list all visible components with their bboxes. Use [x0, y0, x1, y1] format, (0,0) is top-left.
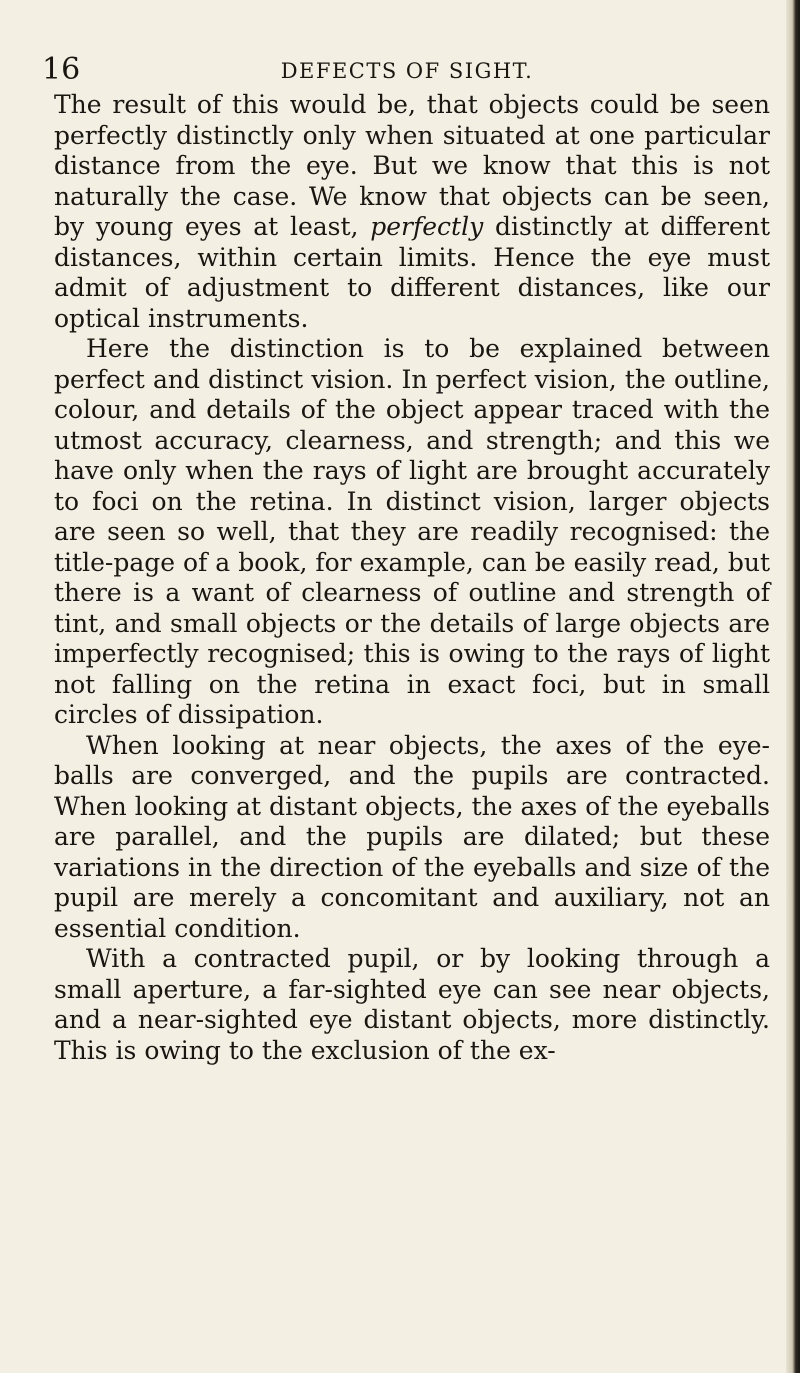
emphasis-perfectly: perfectly [370, 212, 484, 241]
paragraph-1 [54, 90, 770, 334]
running-head [42, 50, 772, 90]
page-number: 16 [42, 52, 81, 87]
paragraph-1-text-a: The result of this would be, that objects could be seen perfectly distinctly only when situated at one particular distance from the eye. But we know that this is not naturally the case. We know that objects can be seen, by young eyes at least, [54, 90, 770, 241]
body-text [54, 90, 770, 1066]
page-edge-shadow [786, 0, 800, 1373]
paragraph-1-text-b: distinctly at different distances, within certain limits. Hence the eye must admit of adjustment to different distances, like our optical instruments. [54, 212, 770, 333]
paragraph-4: With a contracted pupil, or by looking through a small aperture, a far-sighted eye can see near objects, and a near-sighted eye distant objects, more distinctly. This is owing to the exclusion of the ex- [54, 944, 770, 1065]
paragraph-3: When looking at near objects, the axes of the eyeballs are converged, and the pupils are contracted. When looking at distant objects, the axes of the eyeballs are parallel, and the pupils are dilated; but these variations in the direction of the eyeballs and size of the pupil are merely a concomitant and auxiliary, not an essential condition. [54, 730, 770, 943]
running-title: DEFECTS OF SIGHT. [280, 59, 534, 83]
paragraph-2: Here the distinction is to be explained between perfect and distinct vision. In perfect vision, the outline, colour, and details of the object appear traced with the utmost accuracy, clearness, and strength; and this we have only when the rays of light are brought accurately to foci on the retina. In distinct vision, larger objects are seen so well, that they are readily recognised: the title-page of a book, for example, can be easily read, but there is a want of clearness of outline and strength of tint, and small objects or the details of large objects are imperfectly recognised; this is owing to the rays of light not falling on the retina in exact foci, but in small circles of dissipation. [54, 334, 770, 729]
